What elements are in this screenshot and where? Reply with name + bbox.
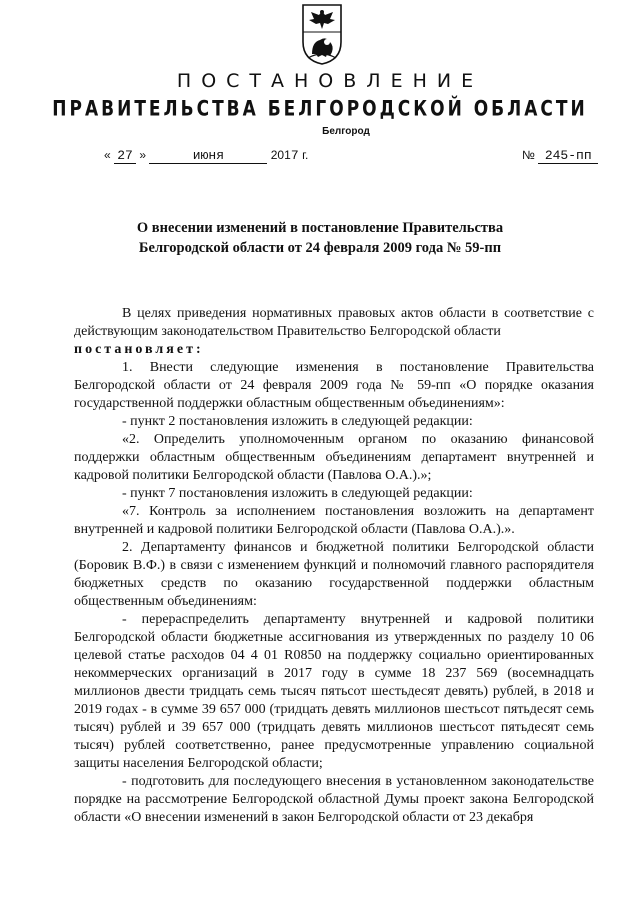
title-line-2: Белгородской области от 24 февраля 2009 года № 59-пп <box>138 240 502 256</box>
document-type: ПОСТАНОВЛЕНИЕ <box>176 70 484 92</box>
date-year-suffix: 7 <box>290 148 299 163</box>
shield-icon <box>300 2 344 66</box>
resolves-paragraph <box>74 341 594 359</box>
date-open-quote: « <box>104 148 111 162</box>
body-paragraph-5: «7. Контроль за исполнением постановления возложить на департамент внутренней и кадровой политики Белгородской области (Павлова О.А.).». <box>74 504 594 537</box>
document-body <box>74 305 594 827</box>
body-paragraph-1: 1. Внести следующие изменения в постановление Правительства Белгородской области от 24 февраля 2009 года № 59-пп «О порядке оказания государственной поддержки областным общественным объединениям»: <box>74 360 594 411</box>
body-paragraph-4: - пункт 7 постановления изложить в следующей редакции: <box>122 486 473 501</box>
document-number <box>522 148 598 164</box>
date-day: 27 <box>114 148 136 164</box>
coat-of-arms-emblem <box>300 2 344 66</box>
date-month: июня <box>149 148 267 164</box>
date-year-prefix: 201 <box>270 148 291 162</box>
number-value: 245-пп <box>538 148 598 164</box>
preamble-paragraph: В целях приведения нормативных правовых актов области в соответствие с действующим законодательством Правительство Белгородской области <box>74 306 594 339</box>
number-label: № <box>522 148 535 162</box>
document-title <box>0 218 640 258</box>
body-paragraph-6: 2. Департаменту финансов и бюджетной политики Белгородской области (Боровик В.Ф.) в связи с изменением функций и полномочий главного распорядителя бюджетных средств по оказанию государственной поддержки областным общественным объединениям: <box>74 540 594 609</box>
document-city: Белгород <box>322 126 370 137</box>
date-year-end: г. <box>302 148 309 162</box>
resolves-word: постановляет: <box>74 342 204 357</box>
body-paragraph-8: - подготовить для последующего внесения в установленном законодательстве порядке на рассмотрение Белгородской областной Думы проект закона Белгородской области «О внесении изменений в закон Белгородской области от 23 декабря <box>74 774 594 825</box>
title-line-1: О внесении изменений в постановление Правительства <box>136 220 504 236</box>
body-paragraph-3: «2. Определить уполномоченным органом по оказанию финансовой поддержки областным общественным объединениям департамент внутренней и кадровой политики Белгородской области (Павлова О.А.).»; <box>74 432 594 483</box>
body-paragraph-7: - перераспределить департаменту внутренней и кадровой политики Белгородской области бюджетные ассигнования из утвержденных по разделу 10 06 целевой статье расходов 04 4 01 R0850 на поддержку социально ориентированных некоммерческих организаций в 2017 году в сумме 18 237 569 (восемнадцать миллионов двести тридцать семь тысяч пятьсот шестьдесят девять) рублей, в 2018 и 2019 годах - в сумме 39 657 000 (тридцать девять миллионов шестьсот пятьдесят семь тысяч) рублей и 39 657 000 (тридцать девять миллионов шестьсот пятьдесят семь тысяч) рублей соответственно, ранее предусмотренные управлению социальной защиты населения Белгородской области; <box>74 612 594 771</box>
date-close-quote: » <box>139 148 147 162</box>
document-issuer: ПРАВИТЕЛЬСТВА БЕЛГОРОДСКОЙ ОБЛАСТИ <box>52 96 588 122</box>
body-paragraph-2: - пункт 2 постановления изложить в следующей редакции: <box>122 414 473 429</box>
document-date <box>104 148 308 164</box>
